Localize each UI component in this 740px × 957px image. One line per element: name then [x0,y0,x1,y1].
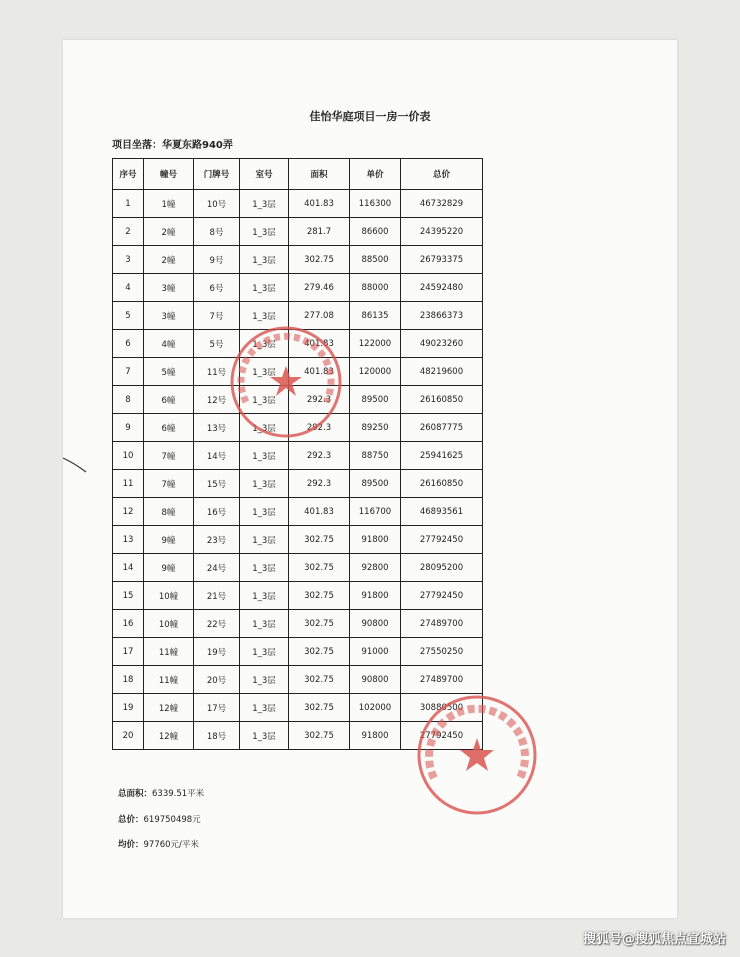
table-row [113,190,483,218]
cell-unit: 1_3层 [240,442,289,470]
cell-building: 6幢 [144,414,194,442]
cell-unit-price: 91800 [350,526,401,554]
cell-unit: 1_3层 [240,498,289,526]
cell-unit-price: 90800 [350,666,401,694]
cell-total-price: 26160850 [401,470,483,498]
cell-unit: 1_3层 [240,554,289,582]
watermark-text: 搜狐号@搜狐焦点宣城站 [582,932,726,947]
cell-area: 401.83 [289,358,350,386]
cell-unit-price: 88750 [350,442,401,470]
cell-unit: 1_3层 [240,330,289,358]
cell-index: 16 [113,610,144,638]
cell-building: 2幢 [144,218,194,246]
cell-door-number: 24号 [194,554,240,582]
cell-total-price: 48219600 [401,358,483,386]
cell-unit: 1_3层 [240,246,289,274]
cell-unit-price: 92800 [350,554,401,582]
cell-total-price: 27792450 [401,582,483,610]
cell-unit-price: 116300 [350,190,401,218]
cell-unit: 1_3层 [240,526,289,554]
cell-building: 2幢 [144,246,194,274]
pen-mark [62,455,92,475]
header-building: 幢号 [144,159,194,190]
total-area [118,787,204,799]
cell-total-price: 46732829 [401,190,483,218]
cell-building: 7幢 [144,442,194,470]
cell-index: 9 [113,414,144,442]
cell-area: 302.75 [289,246,350,274]
cell-building: 10幢 [144,582,194,610]
average-price [118,838,199,850]
cell-index: 2 [113,218,144,246]
cell-unit: 1_3层 [240,470,289,498]
cell-index: 18 [113,666,144,694]
cell-door-number: 7号 [194,302,240,330]
cell-total-price: 28095200 [401,554,483,582]
cell-door-number: 19号 [194,638,240,666]
cell-total-price: 27792450 [401,722,483,750]
average-price-value: 97760元/平米 [143,840,199,850]
cell-unit: 1_3层 [240,694,289,722]
cell-total-price: 26087775 [401,414,483,442]
price-table [112,158,483,750]
cell-door-number: 18号 [194,722,240,750]
cell-unit-price: 89500 [350,470,401,498]
cell-door-number: 13号 [194,414,240,442]
cell-unit: 1_3层 [240,582,289,610]
cell-door-number: 5号 [194,330,240,358]
cell-area: 302.75 [289,526,350,554]
table-row [113,470,483,498]
company-seal-lower [412,690,542,820]
cell-total-price: 27489700 [401,610,483,638]
cell-unit: 1_3层 [240,190,289,218]
cell-door-number: 15号 [194,470,240,498]
cell-unit-price: 90800 [350,610,401,638]
cell-building: 8幢 [144,498,194,526]
cell-building: 7幢 [144,470,194,498]
cell-building: 5幢 [144,358,194,386]
cell-building: 3幢 [144,274,194,302]
cell-total-price: 24395220 [401,218,483,246]
header-index: 序号 [113,159,144,190]
cell-area: 279.46 [289,274,350,302]
header-area: 面积 [289,159,350,190]
cell-area: 401.83 [289,190,350,218]
cell-door-number: 22号 [194,610,240,638]
cell-area: 302.75 [289,722,350,750]
cell-door-number: 12号 [194,386,240,414]
cell-building: 12幢 [144,722,194,750]
cell-door-number: 14号 [194,442,240,470]
table-row [113,526,483,554]
cell-index: 20 [113,722,144,750]
cell-unit: 1_3层 [240,274,289,302]
cell-door-number: 16号 [194,498,240,526]
cell-area: 292.3 [289,470,350,498]
cell-door-number: 8号 [194,218,240,246]
cell-total-price: 26160850 [401,386,483,414]
cell-index: 6 [113,330,144,358]
cell-door-number: 11号 [194,358,240,386]
cell-door-number: 6号 [194,274,240,302]
company-seal-upper [226,322,346,442]
cell-area: 292.3 [289,414,350,442]
table-row [113,218,483,246]
cell-door-number: 23号 [194,526,240,554]
cell-index: 5 [113,302,144,330]
cell-total-price: 26793375 [401,246,483,274]
table-row [113,274,483,302]
cell-area: 302.75 [289,638,350,666]
cell-unit-price: 86135 [350,302,401,330]
cell-building: 9幢 [144,526,194,554]
cell-door-number: 17号 [194,694,240,722]
cell-door-number: 20号 [194,666,240,694]
cell-index: 11 [113,470,144,498]
cell-index: 4 [113,274,144,302]
cell-unit-price: 91800 [350,722,401,750]
cell-index: 8 [113,386,144,414]
cell-unit: 1_3层 [240,414,289,442]
cell-door-number: 21号 [194,582,240,610]
cell-unit: 1_3层 [240,638,289,666]
project-address [112,136,233,151]
cell-area: 292.3 [289,386,350,414]
cell-unit-price: 102000 [350,694,401,722]
cell-area: 302.75 [289,694,350,722]
document-title: 佳怡华庭项目一房一价表 [309,110,431,123]
address-label: 项目坐落： [112,140,162,151]
cell-unit-price: 120000 [350,358,401,386]
cell-total-price: 27489700 [401,666,483,694]
cell-index: 15 [113,582,144,610]
cell-index: 10 [113,442,144,470]
cell-total-price: 27792450 [401,526,483,554]
cell-area: 401.83 [289,330,350,358]
table-row [113,246,483,274]
cell-index: 14 [113,554,144,582]
cell-total-price: 27550250 [401,638,483,666]
cell-unit: 1_3层 [240,386,289,414]
cell-index: 13 [113,526,144,554]
cell-index: 3 [113,246,144,274]
header-unit: 室号 [240,159,289,190]
cell-unit-price: 86600 [350,218,401,246]
cell-unit-price: 116700 [350,498,401,526]
total-price-value: 619750498元 [143,815,201,825]
cell-area: 401.83 [289,498,350,526]
cell-building: 4幢 [144,330,194,358]
header-total-price: 总价 [401,159,483,190]
cell-building: 11幢 [144,638,194,666]
cell-area: 281.7 [289,218,350,246]
cell-building: 6幢 [144,386,194,414]
cell-area: 302.75 [289,610,350,638]
cell-total-price: 30880500 [401,694,483,722]
cell-index: 7 [113,358,144,386]
total-area-value: 6339.51平米 [152,789,205,799]
cell-area: 302.75 [289,666,350,694]
address-value: 华夏东路940弄 [162,140,233,151]
cell-index: 17 [113,638,144,666]
cell-unit: 1_3层 [240,722,289,750]
total-area-label: 总面积： [118,789,153,799]
cell-area: 277.08 [289,302,350,330]
table-row [113,582,483,610]
cell-index: 1 [113,190,144,218]
cell-area: 302.75 [289,582,350,610]
cell-building: 1幢 [144,190,194,218]
cell-index: 12 [113,498,144,526]
cell-building: 9幢 [144,554,194,582]
table-row [113,638,483,666]
cell-unit: 1_3层 [240,666,289,694]
cell-unit-price: 89250 [350,414,401,442]
cell-unit: 1_3层 [240,218,289,246]
header-door-number: 门牌号 [194,159,240,190]
table-row [113,442,483,470]
average-price-label: 均价： [118,840,144,850]
cell-total-price: 23866373 [401,302,483,330]
cell-area: 302.75 [289,554,350,582]
total-price [118,813,201,825]
cell-total-price: 25941625 [401,442,483,470]
total-price-label: 总价： [118,815,144,825]
cell-unit-price: 122000 [350,330,401,358]
cell-unit: 1_3层 [240,610,289,638]
table-header-row [113,159,483,190]
cell-total-price: 24592480 [401,274,483,302]
cell-building: 3幢 [144,302,194,330]
cell-unit: 1_3层 [240,358,289,386]
cell-total-price: 49023260 [401,330,483,358]
cell-building: 12幢 [144,694,194,722]
table-row [113,498,483,526]
cell-unit-price: 88500 [350,246,401,274]
cell-unit-price: 89500 [350,386,401,414]
cell-building: 11幢 [144,666,194,694]
cell-unit-price: 88000 [350,274,401,302]
table-row [113,610,483,638]
cell-index: 19 [113,694,144,722]
cell-unit-price: 91800 [350,582,401,610]
cell-total-price: 46893561 [401,498,483,526]
cell-door-number: 9号 [194,246,240,274]
cell-building: 10幢 [144,610,194,638]
cell-unit: 1_3层 [240,302,289,330]
cell-unit-price: 91000 [350,638,401,666]
header-unit-price: 单价 [350,159,401,190]
cell-area: 292.3 [289,442,350,470]
cell-door-number: 10号 [194,190,240,218]
table-row [113,554,483,582]
